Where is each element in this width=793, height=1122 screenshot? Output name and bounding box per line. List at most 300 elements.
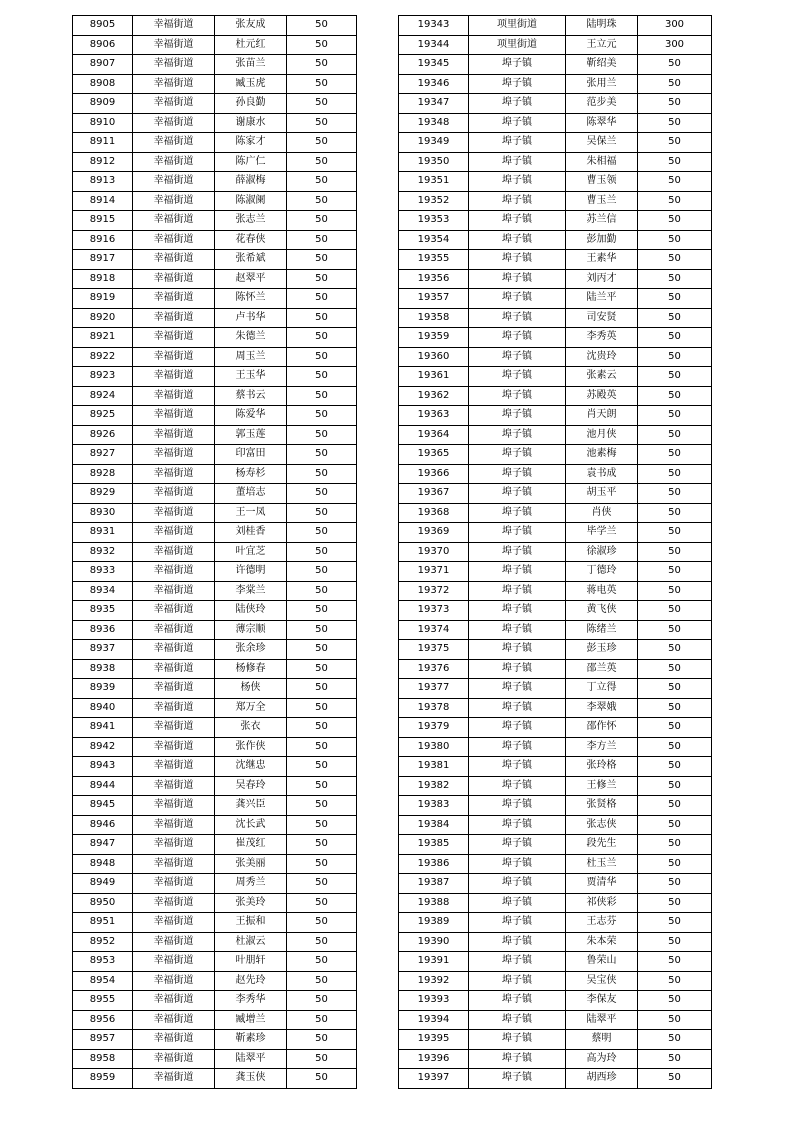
person-name-cell: 丁德玲 — [566, 562, 638, 582]
person-name-cell: 赵翠平 — [215, 269, 287, 289]
person-name-cell: 彭加勤 — [566, 230, 638, 250]
person-name-cell: 蔡书云 — [215, 386, 287, 406]
amount-cell: 50 — [287, 523, 357, 543]
amount-cell: 50 — [287, 913, 357, 933]
district-cell: 幸福街道 — [133, 308, 215, 328]
table-row — [399, 718, 712, 738]
row-id-cell: 8918 — [73, 269, 133, 289]
row-id-cell: 8915 — [73, 211, 133, 231]
amount-cell: 50 — [638, 581, 712, 601]
amount-cell: 50 — [287, 230, 357, 250]
amount-cell: 50 — [638, 679, 712, 699]
person-name-cell: 肖天朗 — [566, 406, 638, 426]
row-id-cell: 19391 — [399, 952, 469, 972]
row-id-cell: 8933 — [73, 562, 133, 582]
district-cell: 埠子镇 — [469, 542, 566, 562]
amount-cell: 50 — [638, 445, 712, 465]
table-row — [73, 133, 357, 153]
district-cell: 幸福街道 — [133, 835, 215, 855]
table-row — [73, 835, 357, 855]
district-cell: 埠子镇 — [469, 445, 566, 465]
table-row — [399, 874, 712, 894]
person-name-cell: 杜玉兰 — [566, 854, 638, 874]
amount-cell: 50 — [638, 230, 712, 250]
district-cell: 幸福街道 — [133, 464, 215, 484]
amount-cell: 50 — [287, 308, 357, 328]
row-id-cell: 8907 — [73, 55, 133, 75]
row-id-cell: 8949 — [73, 874, 133, 894]
person-name-cell: 花春侠 — [215, 230, 287, 250]
table-row — [399, 250, 712, 270]
amount-cell: 50 — [638, 620, 712, 640]
person-name-cell: 张作侠 — [215, 737, 287, 757]
district-cell: 幸福街道 — [133, 406, 215, 426]
table-row — [399, 406, 712, 426]
amount-cell: 50 — [287, 503, 357, 523]
person-name-cell: 张贤格 — [566, 796, 638, 816]
person-name-cell: 杜淑云 — [215, 932, 287, 952]
row-id-cell: 19360 — [399, 347, 469, 367]
district-cell: 幸福街道 — [133, 1049, 215, 1069]
table-row — [399, 971, 712, 991]
district-cell: 埠子镇 — [469, 640, 566, 660]
district-cell: 幸福街道 — [133, 367, 215, 387]
table-row — [73, 1069, 357, 1089]
district-cell: 埠子镇 — [469, 620, 566, 640]
district-cell: 埠子镇 — [469, 737, 566, 757]
right-roster-body — [399, 16, 712, 1089]
table-row — [73, 445, 357, 465]
table-row — [73, 698, 357, 718]
amount-cell: 50 — [638, 113, 712, 133]
district-cell: 埠子镇 — [469, 94, 566, 114]
district-cell: 幸福街道 — [133, 737, 215, 757]
district-cell: 幸福街道 — [133, 952, 215, 972]
amount-cell: 50 — [287, 16, 357, 36]
table-row — [73, 1030, 357, 1050]
district-cell: 幸福街道 — [133, 425, 215, 445]
table-row — [399, 35, 712, 55]
row-id-cell: 19350 — [399, 152, 469, 172]
district-cell: 幸福街道 — [133, 562, 215, 582]
amount-cell: 50 — [287, 952, 357, 972]
person-name-cell: 陈淑阑 — [215, 191, 287, 211]
row-id-cell: 8925 — [73, 406, 133, 426]
district-cell: 埠子镇 — [469, 1069, 566, 1089]
row-id-cell: 8952 — [73, 932, 133, 952]
row-id-cell: 8947 — [73, 835, 133, 855]
person-name-cell: 郭玉莲 — [215, 425, 287, 445]
person-name-cell: 张友成 — [215, 16, 287, 36]
amount-cell: 50 — [287, 718, 357, 738]
person-name-cell: 王志芬 — [566, 913, 638, 933]
person-name-cell: 袁书成 — [566, 464, 638, 484]
district-cell: 埠子镇 — [469, 191, 566, 211]
row-id-cell: 19359 — [399, 328, 469, 348]
row-id-cell: 19358 — [399, 308, 469, 328]
amount-cell: 50 — [287, 484, 357, 504]
person-name-cell: 沈长武 — [215, 815, 287, 835]
row-id-cell: 19387 — [399, 874, 469, 894]
person-name-cell: 谢康水 — [215, 113, 287, 133]
person-name-cell: 李方兰 — [566, 737, 638, 757]
amount-cell: 50 — [287, 250, 357, 270]
row-id-cell: 19384 — [399, 815, 469, 835]
table-row — [399, 211, 712, 231]
amount-cell: 50 — [287, 1030, 357, 1050]
person-name-cell: 叶朋轩 — [215, 952, 287, 972]
table-row — [399, 542, 712, 562]
table-row — [73, 640, 357, 660]
amount-cell: 50 — [287, 191, 357, 211]
district-cell: 埠子镇 — [469, 659, 566, 679]
person-name-cell: 曹玉领 — [566, 172, 638, 192]
district-cell: 埠子镇 — [469, 503, 566, 523]
table-row — [399, 425, 712, 445]
row-id-cell: 19348 — [399, 113, 469, 133]
row-id-cell: 19357 — [399, 289, 469, 309]
amount-cell: 50 — [638, 133, 712, 153]
district-cell: 幸福街道 — [133, 523, 215, 543]
amount-cell: 50 — [638, 152, 712, 172]
person-name-cell: 李秀英 — [566, 328, 638, 348]
person-name-cell: 肖侠 — [566, 503, 638, 523]
amount-cell: 50 — [638, 211, 712, 231]
person-name-cell: 胡玉平 — [566, 484, 638, 504]
table-row — [399, 191, 712, 211]
district-cell: 幸福街道 — [133, 971, 215, 991]
row-id-cell: 8935 — [73, 601, 133, 621]
person-name-cell: 李保友 — [566, 991, 638, 1011]
table-row — [73, 952, 357, 972]
table-row — [73, 425, 357, 445]
district-cell: 幸福街道 — [133, 445, 215, 465]
person-name-cell: 吴保兰 — [566, 133, 638, 153]
table-row — [73, 74, 357, 94]
district-cell: 埠子镇 — [469, 152, 566, 172]
district-cell: 埠子镇 — [469, 230, 566, 250]
district-cell: 埠子镇 — [469, 971, 566, 991]
district-cell: 幸福街道 — [133, 172, 215, 192]
person-name-cell: 曹玉兰 — [566, 191, 638, 211]
district-cell: 幸福街道 — [133, 1030, 215, 1050]
amount-cell: 50 — [287, 386, 357, 406]
table-row — [399, 172, 712, 192]
row-id-cell: 19363 — [399, 406, 469, 426]
table-row — [73, 757, 357, 777]
row-id-cell: 19386 — [399, 854, 469, 874]
district-cell: 幸福街道 — [133, 250, 215, 270]
row-id-cell: 8932 — [73, 542, 133, 562]
table-row — [73, 367, 357, 387]
amount-cell: 50 — [638, 854, 712, 874]
district-cell: 埠子镇 — [469, 854, 566, 874]
district-cell: 埠子镇 — [469, 835, 566, 855]
row-id-cell: 8938 — [73, 659, 133, 679]
amount-cell: 50 — [638, 250, 712, 270]
district-cell: 幸福街道 — [133, 796, 215, 816]
district-cell: 埠子镇 — [469, 913, 566, 933]
district-cell: 项里街道 — [469, 16, 566, 36]
district-cell: 幸福街道 — [133, 718, 215, 738]
person-name-cell: 王立元 — [566, 35, 638, 55]
amount-cell: 50 — [638, 308, 712, 328]
person-name-cell: 苏兰信 — [566, 211, 638, 231]
row-id-cell: 19375 — [399, 640, 469, 660]
district-cell: 埠子镇 — [469, 679, 566, 699]
person-name-cell: 陆兰平 — [566, 289, 638, 309]
amount-cell: 50 — [287, 542, 357, 562]
amount-cell: 50 — [287, 347, 357, 367]
table-row — [399, 640, 712, 660]
row-id-cell: 8945 — [73, 796, 133, 816]
amount-cell: 50 — [287, 776, 357, 796]
row-id-cell: 8920 — [73, 308, 133, 328]
table-row — [399, 776, 712, 796]
row-id-cell: 19390 — [399, 932, 469, 952]
row-id-cell: 19388 — [399, 893, 469, 913]
row-id-cell: 19346 — [399, 74, 469, 94]
amount-cell: 50 — [287, 328, 357, 348]
table-row — [399, 562, 712, 582]
amount-cell: 50 — [287, 425, 357, 445]
row-id-cell: 19369 — [399, 523, 469, 543]
amount-cell: 50 — [287, 601, 357, 621]
amount-cell: 50 — [638, 737, 712, 757]
amount-cell: 50 — [287, 1010, 357, 1030]
table-row — [399, 581, 712, 601]
amount-cell: 50 — [638, 269, 712, 289]
row-id-cell: 8928 — [73, 464, 133, 484]
table-row — [73, 503, 357, 523]
amount-cell: 50 — [287, 874, 357, 894]
table-row — [73, 601, 357, 621]
row-id-cell: 8937 — [73, 640, 133, 660]
person-name-cell: 吴宝侠 — [566, 971, 638, 991]
district-cell: 幸福街道 — [133, 1010, 215, 1030]
person-name-cell: 张素云 — [566, 367, 638, 387]
table-row — [399, 16, 712, 36]
row-id-cell: 19355 — [399, 250, 469, 270]
district-cell: 埠子镇 — [469, 250, 566, 270]
row-id-cell: 19347 — [399, 94, 469, 114]
person-name-cell: 彭玉珍 — [566, 640, 638, 660]
district-cell: 幸福街道 — [133, 503, 215, 523]
row-id-cell: 19393 — [399, 991, 469, 1011]
table-row — [399, 659, 712, 679]
district-cell: 埠子镇 — [469, 562, 566, 582]
table-row — [399, 1030, 712, 1050]
row-id-cell: 19371 — [399, 562, 469, 582]
district-cell: 埠子镇 — [469, 932, 566, 952]
district-cell: 埠子镇 — [469, 464, 566, 484]
row-id-cell: 8946 — [73, 815, 133, 835]
person-name-cell: 许德明 — [215, 562, 287, 582]
amount-cell: 300 — [638, 35, 712, 55]
table-row — [399, 679, 712, 699]
person-name-cell: 崔茂红 — [215, 835, 287, 855]
table-row — [399, 74, 712, 94]
district-cell: 埠子镇 — [469, 523, 566, 543]
row-id-cell: 19367 — [399, 484, 469, 504]
table-row — [399, 367, 712, 387]
row-id-cell: 8944 — [73, 776, 133, 796]
district-cell: 埠子镇 — [469, 211, 566, 231]
person-name-cell: 薛淑梅 — [215, 172, 287, 192]
amount-cell: 50 — [638, 289, 712, 309]
table-row — [399, 347, 712, 367]
row-id-cell: 19356 — [399, 269, 469, 289]
row-id-cell: 8931 — [73, 523, 133, 543]
person-name-cell: 刘丙才 — [566, 269, 638, 289]
table-row — [73, 815, 357, 835]
person-name-cell: 祁侠彩 — [566, 893, 638, 913]
amount-cell: 50 — [287, 367, 357, 387]
table-row — [399, 893, 712, 913]
row-id-cell: 8909 — [73, 94, 133, 114]
person-name-cell: 刘桂香 — [215, 523, 287, 543]
person-name-cell: 周玉兰 — [215, 347, 287, 367]
amount-cell: 50 — [287, 1049, 357, 1069]
row-id-cell: 19379 — [399, 718, 469, 738]
row-id-cell: 8941 — [73, 718, 133, 738]
district-cell: 幸福街道 — [133, 874, 215, 894]
person-name-cell: 李翠娥 — [566, 698, 638, 718]
person-name-cell: 段先生 — [566, 835, 638, 855]
row-id-cell: 19368 — [399, 503, 469, 523]
amount-cell: 50 — [638, 425, 712, 445]
table-row — [399, 913, 712, 933]
person-name-cell: 王玉华 — [215, 367, 287, 387]
table-row — [73, 328, 357, 348]
table-row — [73, 308, 357, 328]
row-id-cell: 19383 — [399, 796, 469, 816]
person-name-cell: 杨寿杉 — [215, 464, 287, 484]
district-cell: 幸福街道 — [133, 484, 215, 504]
row-id-cell: 19362 — [399, 386, 469, 406]
person-name-cell: 沈继忠 — [215, 757, 287, 777]
row-id-cell: 8908 — [73, 74, 133, 94]
row-id-cell: 19349 — [399, 133, 469, 153]
amount-cell: 50 — [287, 854, 357, 874]
table-row — [73, 172, 357, 192]
person-name-cell: 陆翠平 — [215, 1049, 287, 1069]
amount-cell: 50 — [287, 94, 357, 114]
amount-cell: 50 — [287, 737, 357, 757]
row-id-cell: 8940 — [73, 698, 133, 718]
table-row — [399, 796, 712, 816]
table-row — [73, 386, 357, 406]
district-cell: 幸福街道 — [133, 113, 215, 133]
district-cell: 埠子镇 — [469, 1049, 566, 1069]
amount-cell: 50 — [638, 640, 712, 660]
row-id-cell: 8942 — [73, 737, 133, 757]
person-name-cell: 陈绪兰 — [566, 620, 638, 640]
table-row — [399, 464, 712, 484]
amount-cell: 50 — [638, 191, 712, 211]
person-name-cell: 陆侠玲 — [215, 601, 287, 621]
row-id-cell: 8959 — [73, 1069, 133, 1089]
table-row — [399, 328, 712, 348]
table-row — [399, 289, 712, 309]
person-name-cell: 苏殿英 — [566, 386, 638, 406]
table-row — [399, 1069, 712, 1089]
person-name-cell: 臧玉虎 — [215, 74, 287, 94]
table-row — [73, 230, 357, 250]
amount-cell: 50 — [287, 815, 357, 835]
person-name-cell: 印富田 — [215, 445, 287, 465]
person-name-cell: 赵先玲 — [215, 971, 287, 991]
right-roster-table — [398, 15, 712, 1089]
amount-cell: 50 — [287, 991, 357, 1011]
amount-cell: 50 — [287, 893, 357, 913]
district-cell: 埠子镇 — [469, 406, 566, 426]
row-id-cell: 19354 — [399, 230, 469, 250]
row-id-cell: 8926 — [73, 425, 133, 445]
amount-cell: 50 — [638, 55, 712, 75]
district-cell: 埠子镇 — [469, 757, 566, 777]
district-cell: 埠子镇 — [469, 386, 566, 406]
table-row — [399, 55, 712, 75]
amount-cell: 50 — [638, 1069, 712, 1089]
person-name-cell: 李秀华 — [215, 991, 287, 1011]
row-id-cell: 19378 — [399, 698, 469, 718]
table-row — [73, 562, 357, 582]
district-cell: 埠子镇 — [469, 581, 566, 601]
amount-cell: 50 — [638, 328, 712, 348]
table-row — [399, 269, 712, 289]
person-name-cell: 周秀兰 — [215, 874, 287, 894]
amount-cell: 50 — [638, 718, 712, 738]
row-id-cell: 19377 — [399, 679, 469, 699]
person-name-cell: 朱相福 — [566, 152, 638, 172]
district-cell: 埠子镇 — [469, 347, 566, 367]
amount-cell: 50 — [638, 757, 712, 777]
district-cell: 幸福街道 — [133, 581, 215, 601]
district-cell: 幸福街道 — [133, 230, 215, 250]
amount-cell: 300 — [638, 16, 712, 36]
person-name-cell: 陆明珠 — [566, 16, 638, 36]
table-row — [399, 230, 712, 250]
person-name-cell: 鲁荣山 — [566, 952, 638, 972]
amount-cell: 50 — [638, 698, 712, 718]
amount-cell: 50 — [638, 1030, 712, 1050]
person-name-cell: 贾清华 — [566, 874, 638, 894]
row-id-cell: 8934 — [73, 581, 133, 601]
person-name-cell: 孙良勤 — [215, 94, 287, 114]
person-name-cell: 徐淑珍 — [566, 542, 638, 562]
district-cell: 幸福街道 — [133, 191, 215, 211]
district-cell: 幸福街道 — [133, 815, 215, 835]
amount-cell: 50 — [287, 932, 357, 952]
person-name-cell: 张美丽 — [215, 854, 287, 874]
table-row — [399, 113, 712, 133]
person-name-cell: 靳素珍 — [215, 1030, 287, 1050]
person-name-cell: 靳绍美 — [566, 55, 638, 75]
person-name-cell: 王修兰 — [566, 776, 638, 796]
table-row — [399, 698, 712, 718]
row-id-cell: 19395 — [399, 1030, 469, 1050]
amount-cell: 50 — [638, 406, 712, 426]
table-row — [73, 289, 357, 309]
table-row — [73, 620, 357, 640]
district-cell: 埠子镇 — [469, 815, 566, 835]
row-id-cell: 8910 — [73, 113, 133, 133]
district-cell: 埠子镇 — [469, 172, 566, 192]
amount-cell: 50 — [638, 542, 712, 562]
person-name-cell: 臧增兰 — [215, 1010, 287, 1030]
row-id-cell: 19389 — [399, 913, 469, 933]
